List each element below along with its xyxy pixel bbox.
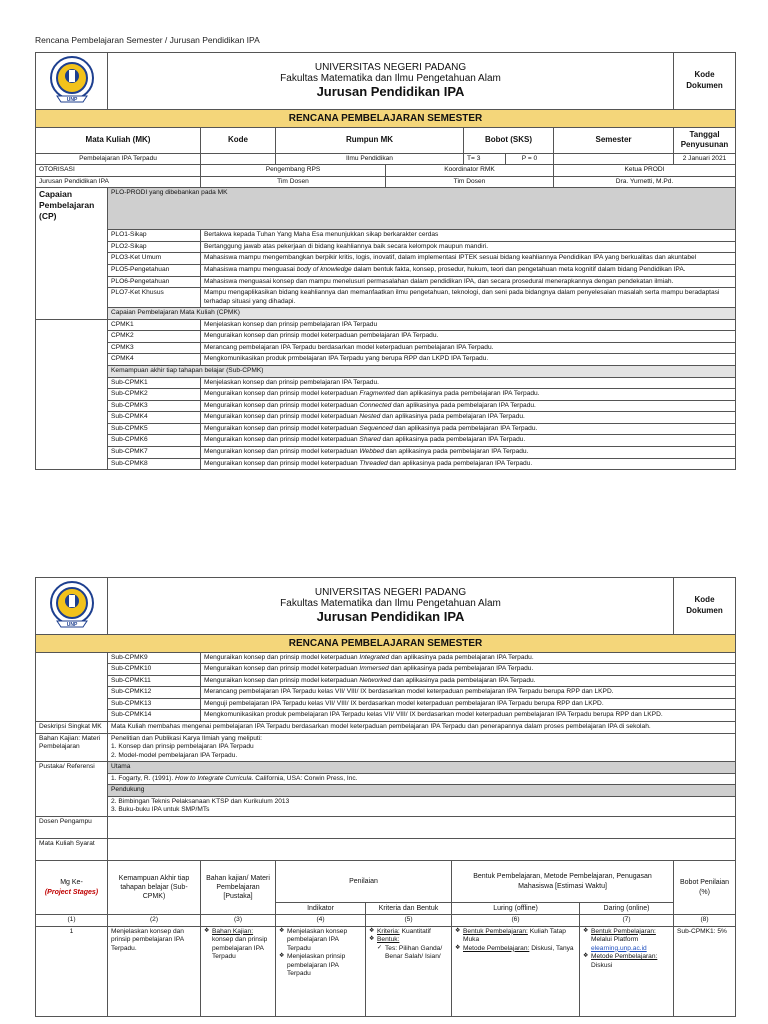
bahan-label: Bahan Kajian: Materi Pembelajaran	[36, 733, 108, 762]
col-number: (4)	[276, 915, 366, 927]
rps-band: RENCANA PEMBELAJARAN SEMESTER	[36, 634, 736, 652]
plo-heading: PLO-PRODI yang dibebankan pada MK	[108, 188, 736, 230]
cpmk-code: CPMK1	[108, 319, 201, 331]
cpmk-code: CPMK4	[108, 354, 201, 366]
ketua-label: Ketua PRODI	[554, 165, 736, 177]
sub-cpmk-code: Sub-CPMK2	[108, 389, 201, 401]
mg-ke-header: Mg Ke- (Project Stages)	[36, 861, 108, 915]
bahan-header: Bahan kajian/ Materi Pembelajaran [Pustaka]	[201, 861, 276, 915]
university-name: UNIVERSITAS NEGERI PADANG	[314, 61, 467, 73]
cpmk-code: CPMK3	[108, 342, 201, 354]
col-number: (5)	[366, 915, 452, 927]
sub-cpmk-text: Menguraikan konsep dan prinsip model keterpaduan Threaded dan aplikasinya pada pembelajaran IPA Terpadu.	[201, 458, 736, 470]
logo-cell	[36, 578, 108, 635]
sub-cpmk-code: Sub-CPMK11	[108, 675, 201, 687]
unp-logo-icon	[43, 579, 101, 629]
kode-dokumen: Kode Dokumen	[674, 578, 736, 635]
sub-cpmk-text: Mengkomunikasikan produk pembelajaran IPA Terpadu kelas VII/ VIII/ IX berdasarkan model keterpaduan pembelajaran IPA Terpadu berupa RPP dan LKPD.	[201, 710, 736, 722]
bobot-header: Bobot Penilaian (%)	[674, 861, 736, 915]
pendukung-heading: Pendukung	[108, 785, 736, 797]
plo-code: PLO7-Ket Khusus	[108, 288, 201, 308]
course-name: Pembelajaran IPA Terpadu	[36, 153, 201, 165]
plo-text: Mampu mengaplikasikan bidang keahliannya dan memanfaatkan ilmu pengetahuan, teknologi, dan seni pada bidangnya dalam penyelesaian masalah serta mampu beradaptasi terhadap situasi yang dihadapi.	[201, 288, 736, 308]
week-number: 1	[36, 926, 108, 1016]
cpmk-code: CPMK2	[108, 331, 201, 343]
cp-label: Capaian Pembelajaran (CP)	[36, 188, 108, 320]
row-kemampuan: Menjelaskan konsep dan prinsip pembelajaran IPA Terpadu.	[108, 926, 201, 1016]
col-number: (7)	[580, 915, 674, 927]
rps-band: RENCANA PEMBELAJARAN SEMESTER	[36, 109, 736, 127]
indikator-header: Indikator	[276, 903, 366, 915]
sub-cpmk-text: Merancang pembelajaran IPA Terpadu kelas VII/ VIII/ IX berdasarkan model keterpaduan pembelajaran IPA Terpadu berupa RPP dan LKPD.	[201, 687, 736, 699]
sub-cpmk-code: Sub-CPMK13	[108, 698, 201, 710]
col-mata-kuliah: Mata Kuliah (MK)	[36, 127, 201, 153]
syarat-label: Mata Kuliah Syarat	[36, 839, 108, 861]
sub-cpmk-text: Menguraikan konsep dan prinsip model keterpaduan Fragmented dan aplikasinya pada pembelajaran IPA Terpadu.	[201, 389, 736, 401]
sub-cpmk-text: Menguraikan konsep dan prinsip model keterpaduan Shared dan aplikasinya pada pembelajaran IPA Terpadu.	[201, 435, 736, 447]
sks-p: P = 0	[506, 153, 554, 165]
plo-code: PLO2-Sikap	[108, 241, 201, 253]
sub-cpmk-code: Sub-CPMK6	[108, 435, 201, 447]
sub-cpmk-heading: Kemampuan akhir tiap tahapan belajar (Sub-CPMK)	[108, 366, 736, 378]
ketua-name: Dra. Yurnetti, M.Pd.	[554, 176, 736, 188]
header-title	[108, 53, 674, 110]
pengembang-name: Tim Dosen	[201, 176, 386, 188]
course-date: 2 Januari 2021	[674, 153, 736, 165]
department-name: Jurusan Pendidikan IPA	[316, 83, 465, 99]
sub-cpmk-code: Sub-CPMK3	[108, 400, 201, 412]
dosen-label: Dosen Pengampu	[36, 817, 108, 839]
plo-text: Mahasiswa mampu mengembangkan berpikir kritis, logis, inovatif, dalam implementasi IPTEK sesuai bidang keahliannya Pendidikan IPA yang berkualitas dan akuntabel	[201, 253, 736, 265]
sub-cpmk-text: Menguraikan konsep dan prinsip model keterpaduan Sequenced dan aplikasinya pada pembelajaran IPA Terpadu.	[201, 423, 736, 435]
row-bobot: Sub-CPMK1: 5%	[674, 926, 736, 1016]
deskripsi-label: Deskripsi Singkat MK	[36, 721, 108, 733]
sub-cpmk-code: Sub-CPMK14	[108, 710, 201, 722]
bahan-text: Penelitian dan Publikasi Karya Ilmiah yang meliputi: 1. Konsep dan prinsip pembelajaran IPA Terpadu 2. Model-model pembelajaran IPA Terpadu.	[108, 733, 736, 762]
sub-cpmk-code: Sub-CPMK4	[108, 412, 201, 424]
faculty-name: Fakultas Matematika dan Ilmu Pengetahuan Alam	[280, 73, 501, 85]
koordinator-label: Koordinator RMK	[386, 165, 554, 177]
sub-cpmk-text: Menguraikan konsep dan prinsip model keterpaduan Immersed dan aplikasinya pada pembelajaran IPA Terpadu.	[201, 664, 736, 676]
col-number: (2)	[108, 915, 201, 927]
col-semester: Semester	[554, 127, 674, 153]
penilaian-header: Penilaian	[276, 861, 452, 903]
plo-text: Bertakwa kepada Tuhan Yang Maha Esa menunjukkan sikap berkarakter cerdas	[201, 230, 736, 242]
sub-cpmk-code: Sub-CPMK8	[108, 458, 201, 470]
kode-dokumen: Kode Dokumen	[674, 53, 736, 110]
elearning-link[interactable]: elearning.unp.ac.id	[591, 944, 647, 952]
unp-logo-icon	[43, 54, 101, 104]
cpmk-text: Menjelaskan konsep dan prinsip pembelajaran IPA Terpadu	[201, 319, 736, 331]
col-number: (3)	[201, 915, 276, 927]
row-daring: ❖ Bentuk Pembelajaran: Melalui Platform elearning.unp.ac.id ❖ Metode Pembelajaran: Diskusi	[580, 926, 674, 1016]
utama-heading: Utama	[108, 762, 736, 774]
bentuk-header: Bentuk Pembelajaran, Metode Pembelajaran, Penugasan Mahasiswa [Estimasi Waktu]	[452, 861, 674, 903]
kemampuan-header: Kemampuan Akhir tiap tahapan belajar (Sub-CPMK)	[108, 861, 201, 915]
sub-cpmk-text: Menjelaskan konsep dan prinsip pembelajaran IPA Terpadu.	[201, 377, 736, 389]
cpmk-heading: Capaian Pembelajaran Mata Kuliah (CPMK)	[108, 308, 736, 320]
plo-code: PLO5-Pengetahuan	[108, 264, 201, 276]
luring-header: Luring (offline)	[452, 903, 580, 915]
course-rumpun: Ilmu Pendidikan	[276, 153, 464, 165]
row-kriteria: ❖ Kriteria: Kuantitatif ❖ Bentuk: ✓ Tes: Pilihan Ganda/ Benar Salah/ Isian/	[366, 926, 452, 1016]
kriteria-header: Kriteria dan Bentuk	[366, 903, 452, 915]
row-bahan: ❖ Bahan Kajian: konsep dan prinsip pembelajaran IPA Terpadu	[201, 926, 276, 1016]
cpmk-text: Merancang pembelajaran IPA Terpadu berdasarkan model keterpaduan pembelajaran IPA Terpadu.	[201, 342, 736, 354]
otorisasi-label: OTORISASI	[36, 165, 201, 177]
cpmk-text: Mengkomunikasikan produk prmbelajaran IPA Terpadu yang berupa RPP dan LKPD IPA Terpadu.	[201, 354, 736, 366]
sub-cpmk-code: Sub-CPMK10	[108, 664, 201, 676]
reference-1: 1. Fogarty, R. (1991). How to Integrate Curricula. California, USA: Corwin Press, Inc.	[108, 773, 736, 785]
sub-cpmk-text: Menguraikan konsep dan prinsip model keterpaduan Nested dan aplikasinya pada pembelajaran IPA Terpadu.	[201, 412, 736, 424]
row-luring: ❖ Bentuk Pembelajaran: Kuliah Tatap Muka ❖ Metode Pembelajaran: Diskusi, Tanya	[452, 926, 580, 1016]
plo-text: Mahasiswa mampu menguasai body of knowledge dalam bentuk fakta, konsep, prosedur, hukum, teori dan pengetahuan meta kognitif dalam bidang Pendidikan IPA.	[201, 264, 736, 276]
sub-cpmk-code: Sub-CPMK1	[108, 377, 201, 389]
sub-cpmk-code: Sub-CPMK9	[108, 652, 201, 664]
sub-cpmk-code: Sub-CPMK5	[108, 423, 201, 435]
rps-page-1	[35, 52, 736, 470]
logo-cell	[36, 53, 108, 110]
reference-2-3: 2. Bimbingan Teknis Pelaksanaan KTSP dan Kurikulum 2013 3. Buku-buku IPA untuk SMP/MTs	[108, 796, 736, 816]
svg-text:UNP: UNP	[66, 622, 77, 628]
plo-code: PLO3-Ket Umum	[108, 253, 201, 265]
sub-cpmk-text: Menguji pembelajaran IPA Terpadu kelas VII/ VIII/ IX berdasarkan model keterpaduan pembelajaran IPA Terpadu berupa RPP dan LKPD.	[201, 698, 736, 710]
col-number: (6)	[452, 915, 580, 927]
pustaka-label: Pustaka/ Referensi	[36, 762, 108, 817]
plo-code: PLO1-Sikap	[108, 230, 201, 242]
pengembang-label: Pengembang RPS	[201, 165, 386, 177]
deskripsi-text: Mata Kuliah membahas mengenai pembelajaran IPA Terpadu berdasarkan model keterpaduan pembelajaran IPA Terpadu dan penerapannya dalam proses pembelajaran IPA di sekolah.	[108, 721, 736, 733]
svg-text:UNP: UNP	[66, 97, 77, 103]
sks-t: T= 3	[464, 153, 506, 165]
sub-cpmk-code: Sub-CPMK12	[108, 687, 201, 699]
sub-cpmk-text: Menguraikan konsep dan prinsip model keterpaduan Networked dan aplikasinya pada pembelajaran IPA Terpadu.	[201, 675, 736, 687]
plo-text: Mahasiswa menguasai konsep dan mampu menelusuri permasalahan dalam pendidikan IPA, dan secara prosedural menerapkannya dengan pendekatan ilmiah.	[201, 276, 736, 288]
sub-cpmk-text: Menguraikan konsep dan prinsip model keterpaduan Integrated dan aplikasinya pada pembelajaran IPA Terpadu.	[201, 652, 736, 664]
col-rumpun: Rumpun MK	[276, 127, 464, 153]
otorisasi-unit: Jurusan Pendidikan IPA	[36, 176, 201, 188]
header-title: UNIVERSITAS NEGERI PADANG Fakultas Matematika dan Ilmu Pengetahuan Alam Jurusan Pendidikan IPA	[108, 578, 674, 635]
col-bobot: Bobot (SKS)	[464, 127, 554, 153]
col-number: (1)	[36, 915, 108, 927]
col-number: (8)	[674, 915, 736, 927]
page-caption: Rencana Pembelajaran Semester / Jurusan Pendidikan IPA	[35, 35, 260, 45]
col-tanggal: Tanggal Penyusunan	[674, 127, 736, 153]
koordinator-name: Tim Dosen	[386, 176, 554, 188]
sub-cpmk-text: Menguraikan konsep dan prinsip model keterpaduan Connected dan aplikasinya pada pembelajaran IPA Terpadu.	[201, 400, 736, 412]
rps-page-2	[35, 577, 736, 1017]
plo-code: PLO6-Pengetahuan	[108, 276, 201, 288]
sub-cpmk-text: Menguraikan konsep dan prinsip model keterpaduan Webbed dan aplikasinya pada pembelajaran IPA Terpadu.	[201, 446, 736, 458]
col-kode: Kode	[201, 127, 276, 153]
daring-header: Daring (online)	[580, 903, 674, 915]
cpmk-text: Menguraikan konsep dan prinsip model keterpaduan pembelajaran IPA Terpadu.	[201, 331, 736, 343]
row-indikator: ❖ Menjelaskan konsep pembelajaran IPA Terpadu ❖ Menjelaskan prinsip pembelajaran IPA Terpadu	[276, 926, 366, 1016]
sub-cpmk-code: Sub-CPMK7	[108, 446, 201, 458]
plo-text: Bertanggung jawab atas pekerjaan di bidang keahliannya baik secara kelompok maupun mandiri.	[201, 241, 736, 253]
